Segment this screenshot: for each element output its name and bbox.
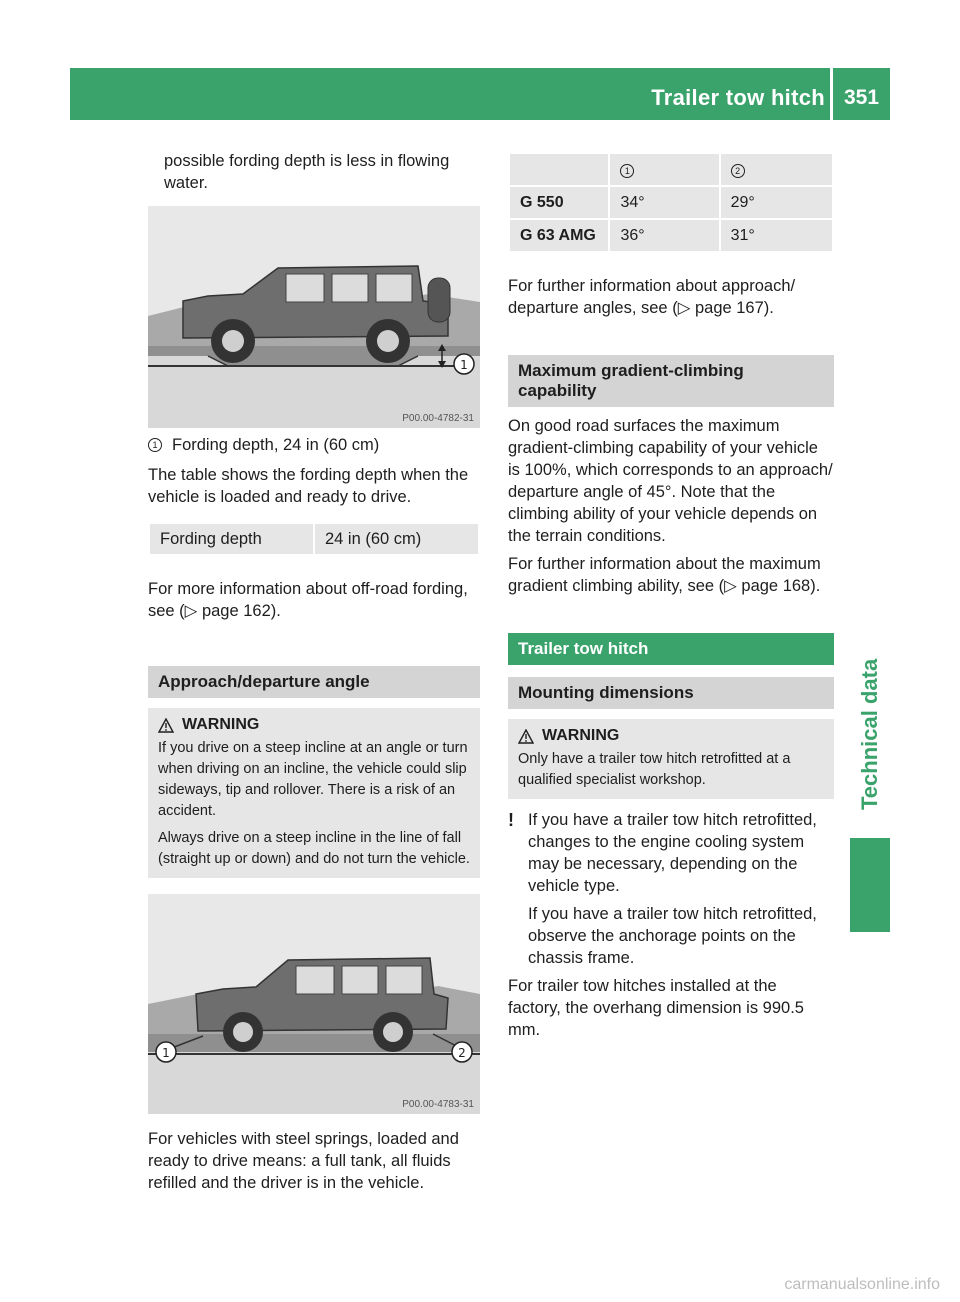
callout-marker-1: 1 — [148, 438, 162, 452]
warning-text-2: Always drive on a steep incline in the line of fall (straight up or down) and do not turn the vehicle. — [158, 830, 470, 867]
fording-depth-table — [148, 522, 480, 556]
fording-depth-value: 24 in (60 cm) — [314, 523, 479, 555]
table-header-empty — [509, 153, 609, 186]
figure-code: P00.00-4783-31 — [402, 1099, 474, 1110]
vehicle-fording-illustration — [148, 206, 480, 428]
warning-triangle-icon — [518, 729, 534, 744]
figure2-callout-marker-2: 2 — [458, 1046, 466, 1060]
section-heading-trailer-tow-hitch: Trailer tow hitch — [508, 633, 834, 665]
approach-cell: 36° — [609, 219, 719, 252]
table-header-departure — [720, 153, 833, 186]
page-number: 351 — [844, 86, 880, 109]
fording-depth-label: Fording depth — [149, 523, 314, 555]
model-cell: G 550 — [509, 186, 609, 219]
notice-text-1: If you have a trailer tow hitch retrofitted, changes to the engine cooling system may be necessary, depending on the vehicle type. — [528, 811, 817, 895]
model-cell: G 63 AMG — [509, 219, 609, 252]
angle-info-reference: For further information about approach/ departure angles, see (▷ page 167). — [508, 277, 796, 317]
section-heading-gradient: Maximum gradient-climbing capability — [508, 355, 834, 407]
callout-marker-2: 2 — [731, 164, 745, 178]
gradient-text-2: For further information about the maximum gradient climbing ability, see (▷ page 168). — [508, 555, 821, 595]
warning-title — [518, 727, 824, 745]
warning-text: Only have a trailer tow hitch retrofitted at a qualified specialist workshop. — [518, 751, 791, 788]
table-intro-text: The table shows the fording depth when the vehicle is loaded and ready to drive. — [148, 466, 469, 506]
steel-springs-text: For vehicles with steel springs, loaded and ready to drive means: a full tank, all fluids refilled and the driver is in the vehicle. — [148, 1130, 459, 1192]
table-header-row — [509, 153, 833, 186]
warning-title-text: WARNING — [182, 716, 260, 733]
figure1-callout-marker: 1 — [460, 358, 468, 372]
overhang-text: For trailer tow hitches installed at the factory, the overhang dimension is 990.5 mm. — [508, 977, 804, 1039]
side-tab-label: Technical data — [857, 658, 882, 810]
table-row — [149, 523, 479, 555]
callout-fording-depth — [148, 434, 480, 456]
approach-departure-table — [508, 152, 834, 253]
gradient-text-1: On good road surfaces the maximum gradient-climbing capability of your vehicle is 100%, which corresponds to an approach/ departure angle of 45°. Note that the climbing ability of your vehicle depends on the terrain conditions. — [508, 417, 833, 545]
warning-title — [158, 716, 470, 734]
warning-triangle-icon — [158, 718, 174, 733]
warning-box — [148, 708, 480, 878]
table-row — [509, 186, 833, 219]
figure-approach-departure — [148, 894, 480, 1114]
side-tab-marker — [850, 838, 890, 932]
table-row — [509, 219, 833, 252]
header-separator — [830, 68, 833, 120]
figure-code: P00.00-4782-31 — [402, 413, 474, 424]
departure-cell: 29° — [720, 186, 833, 219]
section-heading-approach-departure: Approach/departure angle — [148, 666, 480, 698]
notice-exclamation-icon: ! — [508, 810, 514, 830]
section-heading-mounting-dimensions: Mounting dimensions — [508, 677, 834, 709]
warning-title-text: WARNING — [542, 727, 620, 744]
watermark: carmanualsonline.info — [784, 1276, 940, 1293]
left-column — [148, 150, 480, 1194]
approach-cell: 34° — [609, 186, 719, 219]
approach-departure-illustration — [148, 894, 480, 1114]
off-road-fording-reference: For more information about off-road fording, see (▷ page 162). — [148, 580, 468, 620]
figure-fording-depth — [148, 206, 480, 428]
intro-text: possible fording depth is less in flowing water. — [164, 152, 450, 192]
notice-text-2: If you have a trailer tow hitch retrofitted, observe the anchorage points on the chassis frame. — [528, 905, 817, 967]
warning-text-1: If you drive on a steep incline at an angle or turn when driving on an incline, the vehicle could slip sideways, tip and rollover. There is a risk of an accident. — [158, 740, 468, 819]
warning-box — [508, 719, 834, 799]
callout-marker-1: 1 — [620, 164, 634, 178]
callout-text: Fording depth, 24 in (60 cm) — [172, 436, 380, 454]
right-column — [508, 150, 834, 1041]
figure2-callout-marker-1: 1 — [162, 1046, 170, 1060]
departure-cell: 31° — [720, 219, 833, 252]
table-header-approach — [609, 153, 719, 186]
notice-block — [508, 809, 834, 969]
page-title: Trailer tow hitch — [651, 85, 825, 110]
